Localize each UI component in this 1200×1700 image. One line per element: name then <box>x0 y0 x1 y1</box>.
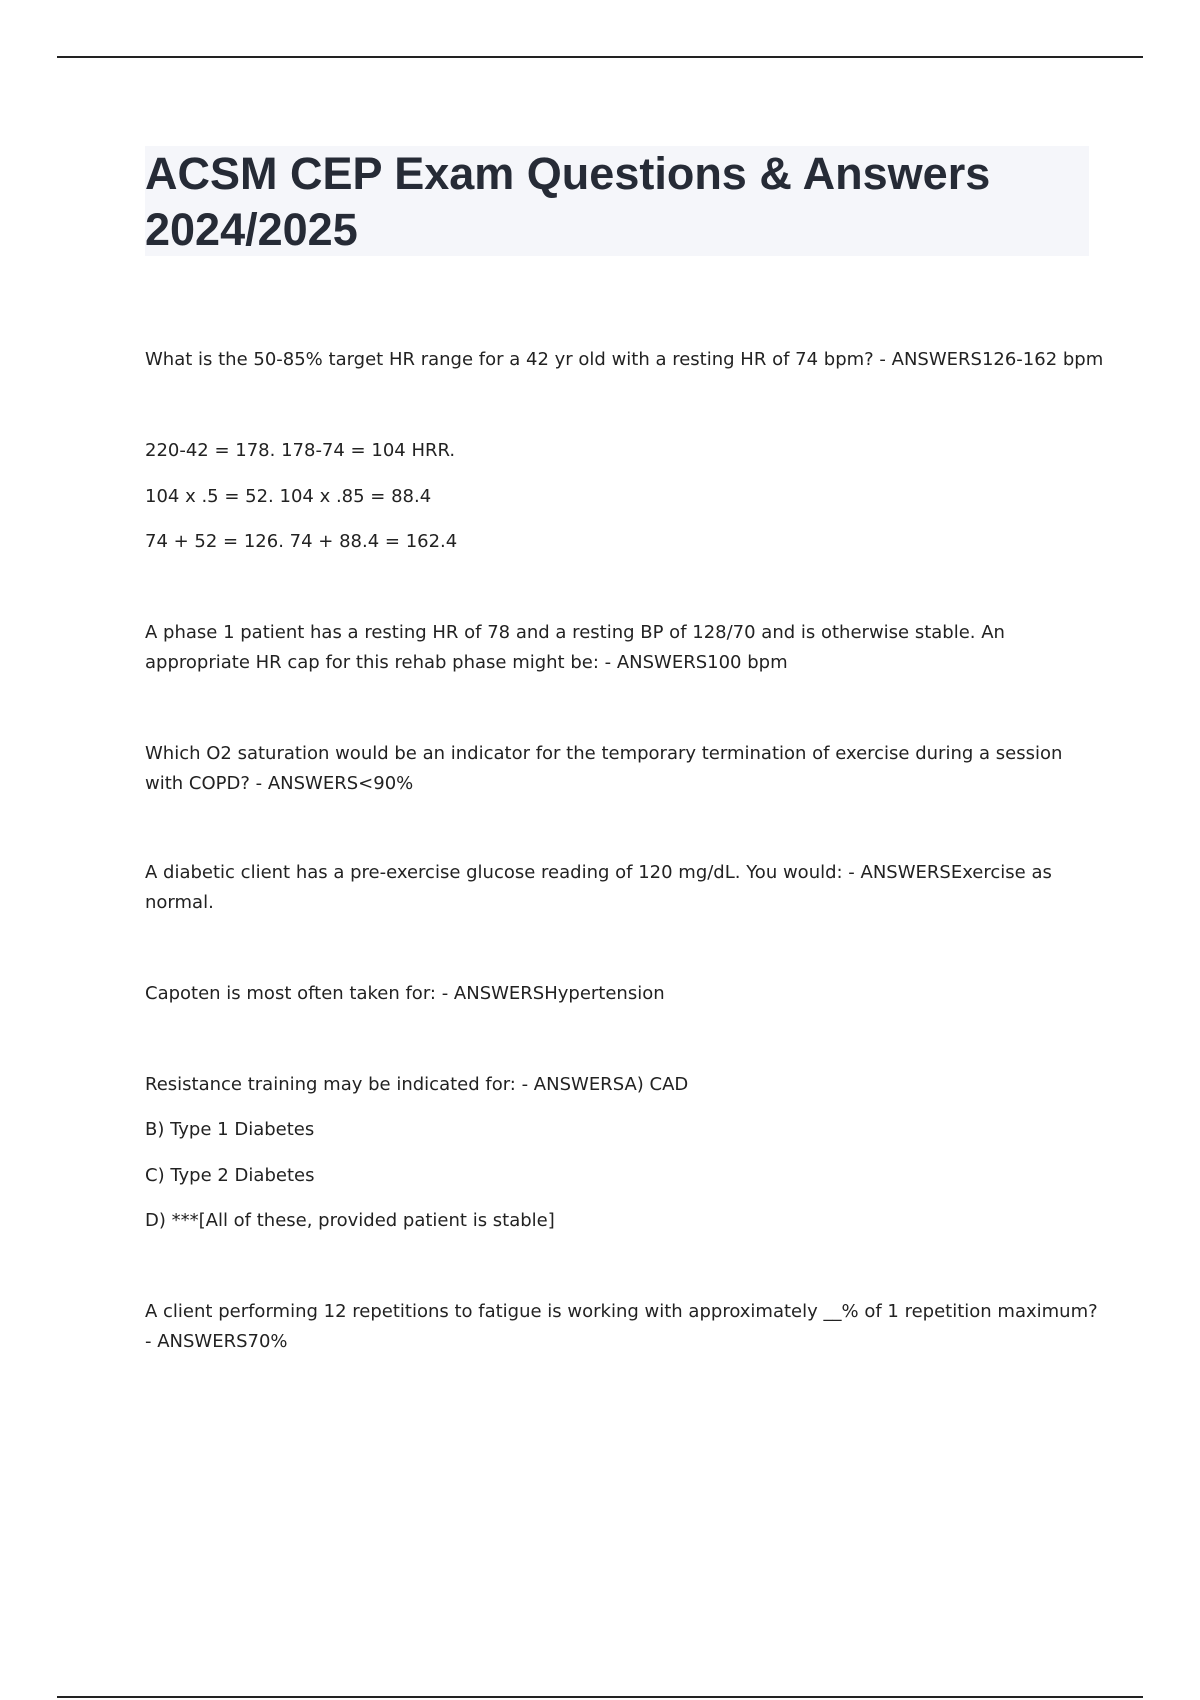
top-divider <box>57 56 1143 58</box>
page-title: ACSM CEP Exam Questions & Answers 2024/2025 <box>145 148 991 255</box>
calc-line-intensity: 104 x .5 = 52. 104 x .85 = 88.4 <box>145 486 432 507</box>
question-diabetic-glucose: A diabetic client has a pre-exercise glucose reading of 120 mg/dL. You would: - ANSWERSExercise as normal. <box>145 862 1052 913</box>
answer-option-b: B) Type 1 Diabetes <box>145 1119 315 1140</box>
question-resistance-training: Resistance training may be indicated for: - ANSWERSA) CAD <box>145 1074 689 1095</box>
question-repetitions-1rm: A client performing 12 repetitions to fatigue is working with approximately __% of 1 repetition maximum? - ANSWERS70% <box>145 1301 1098 1352</box>
question-o2-saturation: Which O2 saturation would be an indicator for the temporary termination of exercise during a session with COPD? - ANSWERS<90% <box>145 743 1063 794</box>
answer-option-d: D) ***[All of these, provided patient is stable] <box>145 1210 555 1231</box>
question-phase1-hr-cap: A phase 1 patient has a resting HR of 78 and a resting BP of 128/70 and is otherwise stable. An appropriate HR cap for this rehab phase might be: - ANSWERS100 bpm <box>145 622 1005 673</box>
calc-line-hrr: 220-42 = 178. 178-74 = 104 HRR. <box>145 440 456 461</box>
calc-line-result: 74 + 52 = 126. 74 + 88.4 = 162.4 <box>145 531 458 552</box>
question-capoten: Capoten is most often taken for: - ANSWERSHypertension <box>145 983 665 1004</box>
answer-option-c: C) Type 2 Diabetes <box>145 1165 315 1186</box>
bottom-divider <box>57 1696 1143 1698</box>
question-target-hr: What is the 50-85% target HR range for a 42 yr old with a resting HR of 74 bpm? - ANSWERS126-162 bpm <box>145 349 1104 370</box>
